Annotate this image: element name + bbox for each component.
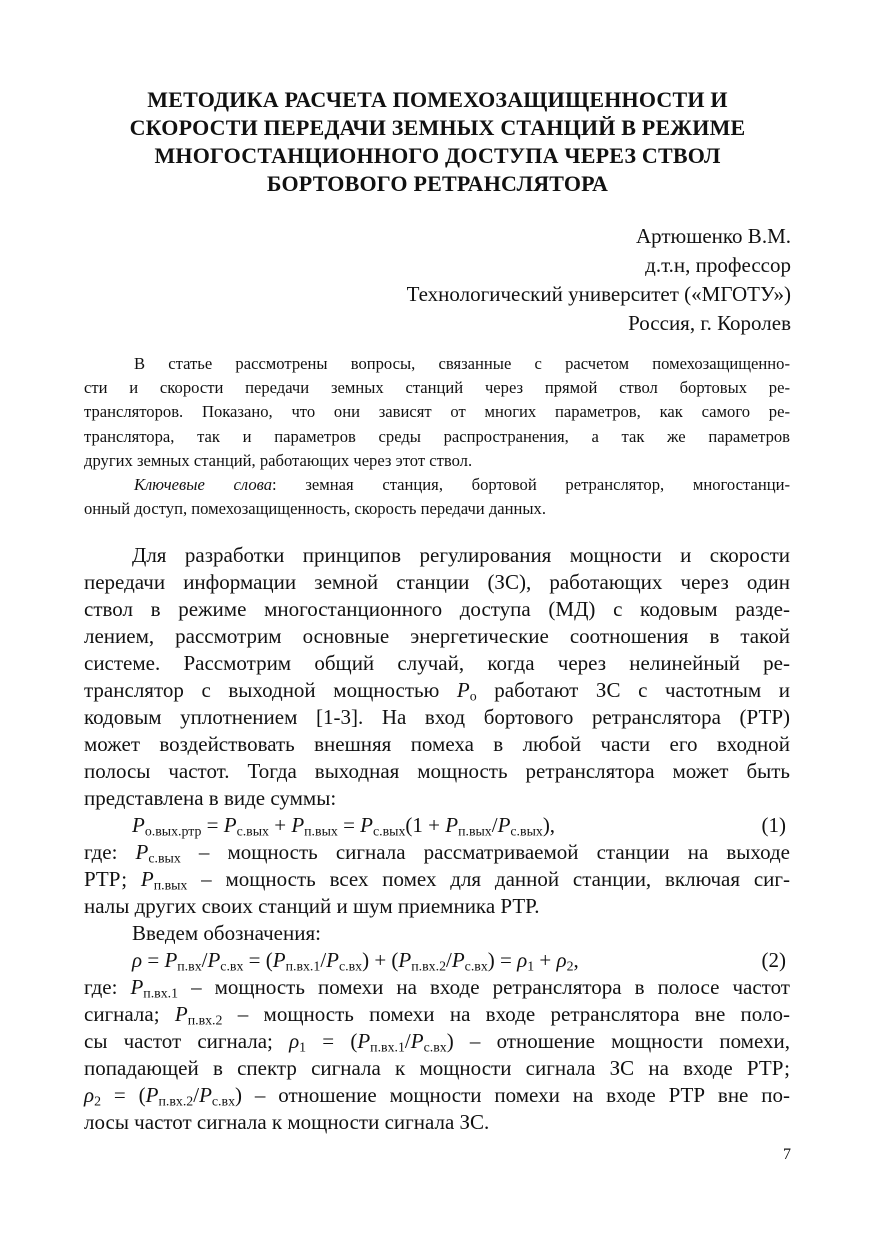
abstract-line: других земных станций, работающих через этот ствол. [84, 450, 473, 470]
equation-2: $\rho = P_{п.вх}/P_{с.вх} = (P_{п.вх.1}/P_{с.вх}) + (P_{п.вх.2}/P_{с.вх}) = \rho_1 + \rho_2$, (2) [132, 948, 786, 974]
body-line: Введем обозначения: [132, 921, 321, 945]
body-line: попадающей в спектр сигнала к мощности сигнала ЗС на входе РТР; [84, 1056, 790, 1080]
body-line: представлена в виде суммы: [84, 786, 337, 810]
abstract-line: сти и скорости передачи земных станций через прямой ствол бортовых ре- [84, 378, 790, 398]
body-line: где: $P_{п.вх.1}$ – мощность помехи на входе ретранслятора в полосе частот [84, 975, 790, 1001]
body-line: РТР; $P_{п.вых}$ – мощность всех помех для данной станции, включая сиг- [84, 867, 790, 893]
body-line: лением, рассмотрим основные энергетические соотношения в такой [84, 624, 790, 648]
page-number: 7 [783, 1146, 791, 1163]
body-text [84, 542, 790, 1136]
abstract-line: транслятора, так и параметров среды распространения, а так же параметров [84, 426, 790, 446]
equation-number: (1) [761, 813, 786, 837]
body-line: сигнала; $P_{п.вх.2}$ – мощность помехи на входе ретранслятора вне поло- [84, 1002, 790, 1028]
abstract [84, 352, 790, 521]
author-affiliation: Технологический университет («МГОТУ») [406, 282, 791, 306]
body-line: полосы частот. Тогда выходная мощность ретранслятора может быть [84, 759, 790, 783]
body-line: сы частот сигнала; $\rho_1 = (P_{п.вх.1}/P_{с.вх})$ – отношение мощности помехи, [84, 1029, 790, 1055]
author-location: Россия, г. Королев [628, 311, 791, 335]
abstract-line: В статье рассмотрены вопросы, связанные с расчетом помехозащищенно- [134, 354, 790, 373]
body-line: кодовым уплотнением [1-3]. На вход бортового ретранслятора (РТР) [84, 705, 790, 729]
body-line: Для разработки принципов регулирования мощности и скорости [132, 543, 790, 567]
equation-1: $P_{о.вых.ртр} = P_{с.вых} + P_{п.вых} = P_{с.вых}(1 + P_{п.вых}/P_{с.вых})$, (1) [132, 813, 786, 839]
body-line: ствол в режиме многостанционного доступа (МД) с кодовым разде- [84, 597, 790, 621]
abstract-line: трансляторов. Показано, что они зависят от многих параметров, как самого ре- [84, 402, 790, 422]
title-line: МЕТОДИКА РАСЧЕТА ПОМЕХОЗАЩИЩЕННОСТИ И [147, 87, 728, 112]
body-line: налы других своих станций и шум приемника РТР. [84, 894, 540, 918]
equation-number: (2) [761, 948, 786, 972]
body-line: системе. Рассмотрим общий случай, когда через нелинейный ре- [84, 651, 790, 675]
author-degree: д.т.н, профессор [645, 253, 791, 277]
keywords-label: Ключевые слова [134, 475, 273, 495]
body-line: передачи информации земной станции (ЗС), работающих через один [84, 570, 790, 594]
author-block [407, 222, 791, 338]
paper-title [90, 86, 785, 198]
body-line: где: $P_{с.вых}$ – мощность сигнала рассматриваемой станции на выходе [84, 840, 790, 866]
title-line: БОРТОВОГО РЕТРАНСЛЯТОРА [266, 171, 609, 196]
body-line: лосы частот сигнала к мощности сигнала ЗС. [84, 1110, 490, 1134]
title-line: МНОГОСТАНЦИОННОГО ДОСТУПА ЧЕРЕЗ СТВОЛ [154, 143, 721, 168]
keywords-line: онный доступ, помехозащищенность, скорость передачи данных. [84, 499, 546, 519]
body-line: транслятор с выходной мощностью $P_о$ работают ЗС с частотным и [84, 678, 790, 704]
body-line: $\rho_2 = (P_{п.вх.2}/P_{с.вх})$ – отношение мощности помехи на входе РТР вне по- [84, 1083, 791, 1109]
keywords-line [84, 473, 790, 497]
keywords-text: : земная станция, бортовой ретранслятор, многостанци- [272, 475, 790, 495]
body-line: может воздействовать внешняя помеха в любой части его входной [84, 732, 790, 756]
title-line: СКОРОСТИ ПЕРЕДАЧИ ЗЕМНЫХ СТАНЦИЙ В РЕЖИМЕ [129, 115, 746, 140]
author-name: Артюшенко В.М. [635, 224, 791, 248]
